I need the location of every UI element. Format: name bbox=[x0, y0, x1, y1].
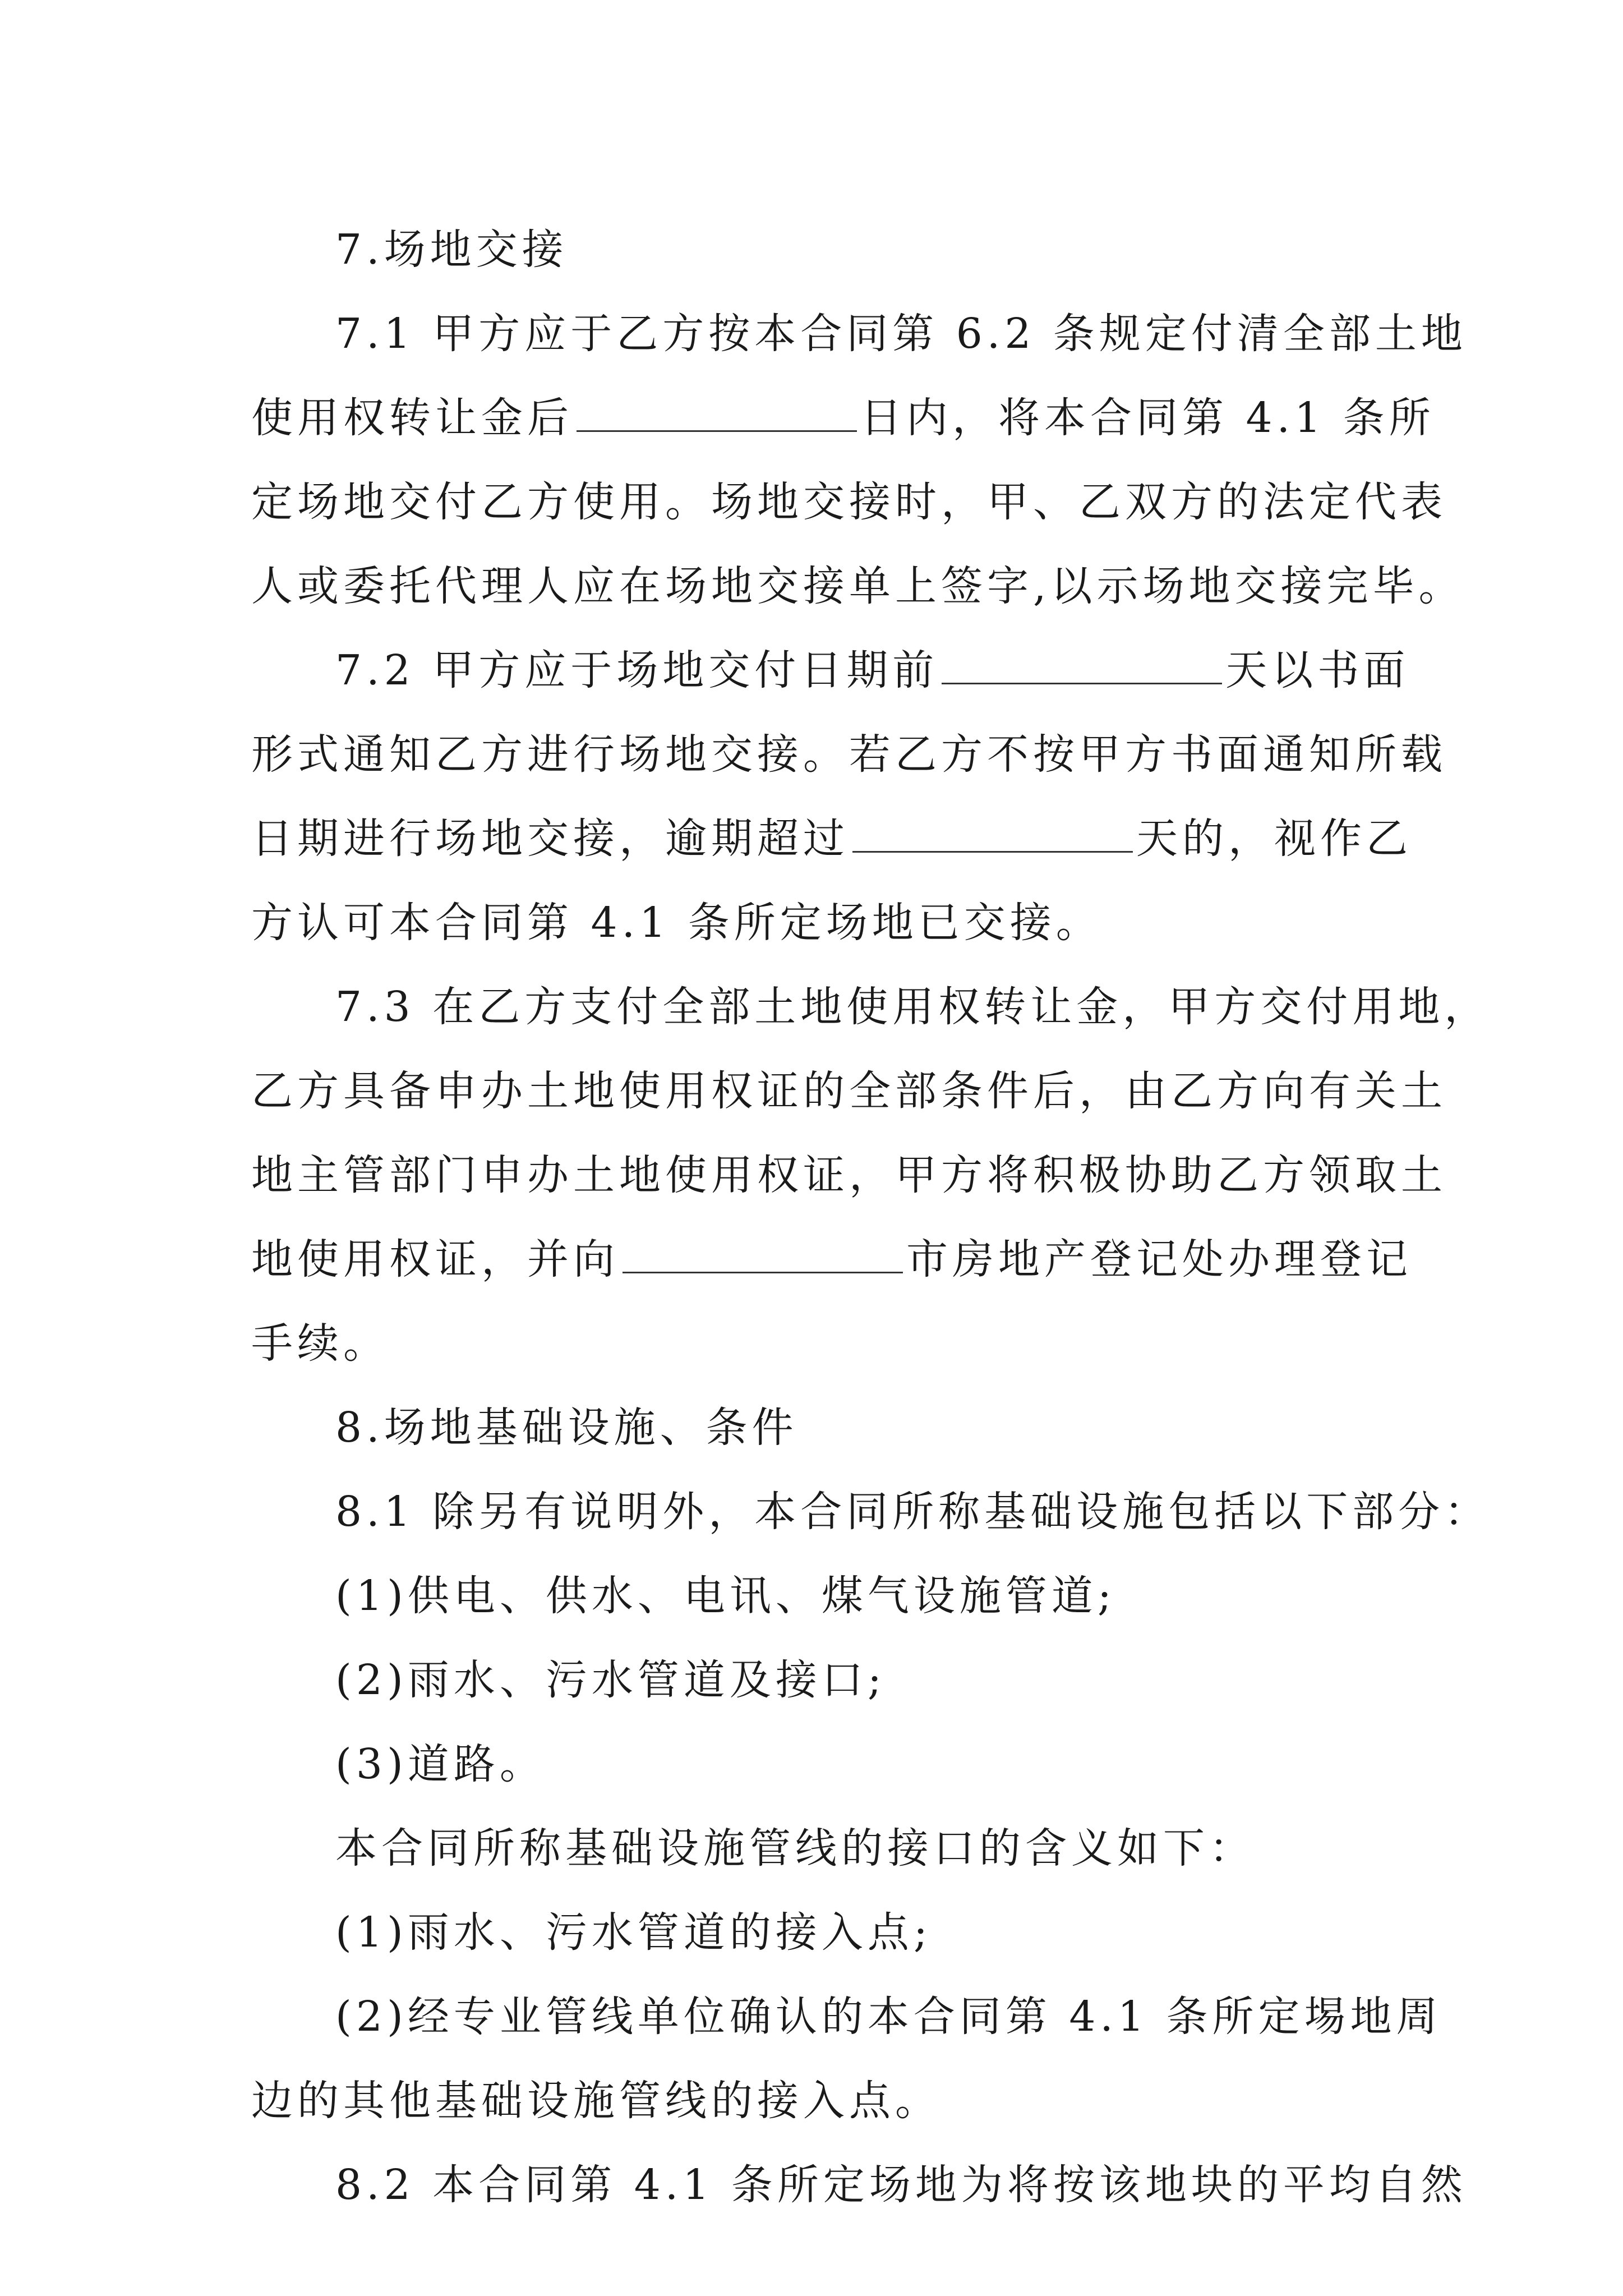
contract-line bbox=[251, 1301, 1390, 1386]
contract-text bbox=[251, 208, 1491, 2227]
contract-line bbox=[251, 2059, 1390, 2143]
contract-line bbox=[251, 797, 1412, 881]
line-text: (2)雨水、污水管道及接口; bbox=[335, 1656, 886, 1704]
line-text: 定场地交付乙方使用。场地交接时，甲、乙双方的法定代表 bbox=[251, 478, 1447, 526]
fill-in-blank bbox=[942, 649, 1222, 684]
contract-line bbox=[251, 1638, 1390, 1722]
fill-in-blank bbox=[577, 397, 857, 432]
contract-line bbox=[251, 2143, 1467, 2227]
fill-in-blank bbox=[852, 817, 1133, 853]
line-text: (1)供电、供水、电讯、煤气设施管道; bbox=[335, 1572, 1116, 1620]
contract-line bbox=[251, 1722, 1390, 1806]
line-text: 天以书面 bbox=[1225, 646, 1410, 694]
line-text: 手续。 bbox=[251, 1319, 389, 1368]
line-text: 7.1 甲方应于乙方按本合同第 6.2 条规定付清全部土地 bbox=[335, 310, 1467, 358]
contract-line bbox=[251, 1217, 1412, 1301]
contract-line bbox=[251, 1386, 1390, 1470]
line-text: 边的其他基础设施管线的接入点。 bbox=[251, 2077, 941, 2125]
line-text: 7.场地交接 bbox=[335, 226, 568, 274]
contract-line bbox=[251, 208, 1390, 292]
line-text: (2)经专业管线单位确认的本合同第 4.1 条所定埸地周 bbox=[335, 1993, 1442, 2041]
line-text: 7.3 在乙方支付全部土地使用权转让金，甲方交付用地， bbox=[335, 983, 1491, 1031]
line-text: 方认可本合同第 4.1 条所定场地已交接。 bbox=[251, 899, 1102, 947]
contract-line bbox=[251, 712, 1447, 797]
contract-line bbox=[251, 1049, 1447, 1133]
line-text: 使用权转让金后 bbox=[251, 394, 573, 442]
line-text: 天的，视作乙 bbox=[1136, 815, 1412, 863]
contract-line bbox=[251, 292, 1467, 376]
contract-line bbox=[251, 376, 1435, 460]
line-text: 地使用权证，并向 bbox=[251, 1235, 619, 1283]
line-text: 乙方具备申办土地使用权证的全部条件后，由乙方向有关土 bbox=[251, 1067, 1447, 1115]
contract-line bbox=[251, 965, 1491, 1049]
line-text: 8.场地基础设施、条件 bbox=[335, 1404, 798, 1452]
contract-line bbox=[251, 1890, 1390, 1975]
line-text: 8.1 除另有说明外，本合同所称基础设施包括以下部分： bbox=[335, 1488, 1491, 1536]
line-text: 地主管部门申办土地使用权证，甲方将积极协助乙方领取土 bbox=[251, 1151, 1447, 1199]
contract-line bbox=[251, 1975, 1442, 2059]
contract-line bbox=[251, 1806, 1390, 1890]
contract-line bbox=[251, 1133, 1447, 1217]
line-text: 本合同所称基础设施管线的接口的含义如下： bbox=[335, 1824, 1255, 1872]
contract-line bbox=[251, 628, 1410, 712]
line-text: (3)道路。 bbox=[335, 1740, 546, 1788]
contract-line bbox=[251, 1470, 1491, 1554]
line-text: 日期进行场地交接，逾期超过 bbox=[251, 815, 849, 863]
line-text: 形式通知乙方进行场地交接。若乙方不按甲方书面通知所载 bbox=[251, 730, 1447, 779]
line-text: 人或委托代理人应在场地交接单上签字,以示场地交接完毕。 bbox=[251, 562, 1465, 610]
line-text: 8.2 本合同第 4.1 条所定场地为将按该地块的平均自然 bbox=[335, 2161, 1467, 2209]
line-text: 7.2 甲方应于场地交付日期前 bbox=[335, 646, 939, 694]
contract-line bbox=[251, 544, 1465, 628]
contract-line bbox=[251, 460, 1447, 544]
contract-line bbox=[251, 1554, 1390, 1638]
line-text: 日内，将本合同第 4.1 条所 bbox=[860, 394, 1435, 442]
fill-in-blank bbox=[623, 1238, 903, 1273]
contract-line bbox=[251, 881, 1390, 965]
line-text: (1)雨水、污水管道的接入点; bbox=[335, 1908, 932, 1957]
line-text: 市房地产登记处办理登记 bbox=[906, 1235, 1412, 1283]
